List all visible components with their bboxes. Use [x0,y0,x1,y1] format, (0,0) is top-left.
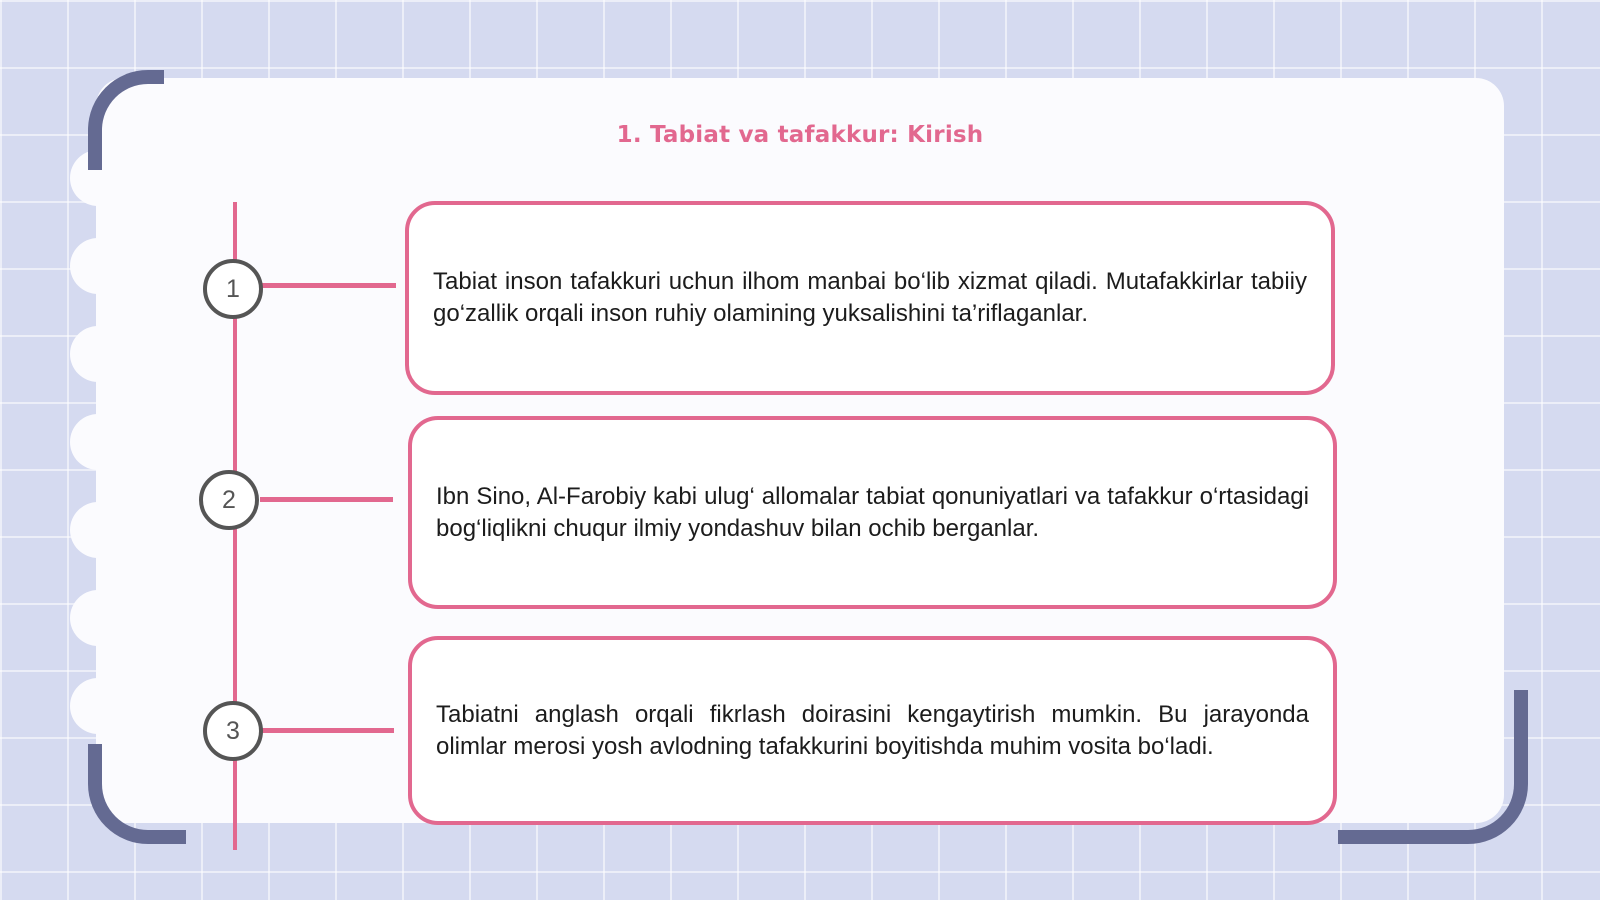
card-scallop [70,678,126,734]
card-scallop [70,326,126,382]
info-box-2 [408,416,1337,609]
info-box-3 [408,636,1337,825]
card-scallop [70,238,126,294]
timeline-connector-3 [262,728,394,733]
corner-bracket-top-left [88,70,164,170]
card-scallop [70,502,126,558]
step-circle-2: 2 [199,470,259,530]
card-scallop [70,590,126,646]
card-scallop [70,414,126,470]
info-box-1 [405,201,1335,395]
timeline-connector-2 [260,497,393,502]
timeline-connector-1 [262,283,396,288]
info-box-text: Tabiat inson tafakkuri uchun ilhom manbai bo‘lib xizmat qiladi. Mutafakkirlar tabiiy go‘zallik orqali inson ruhiy olamining yuksalishini ta’riflaganlar. [433,268,1307,327]
slide-title: 1. Tabiat va tafakkur: Kirish [616,122,984,148]
info-box-text: Tabiatni anglash orqali fikrlash doirasini kengaytirish mumkin. Bu jarayonda olimlar merosi yosh avlodning tafakkurini boyitishda muhim vosita bo‘ladi. [436,700,1309,760]
step-circle-3: 3 [203,701,263,761]
corner-bracket-bottom-right [1338,690,1528,844]
info-box-text: Ibn Sino, Al-Farobiy kabi ulug‘ allomalar tabiat qonuniyatlari va tafakkur o‘rtasidagi bog‘liqlikni chuqur ilmiy yondashuv bilan ochib berganlar. [436,482,1309,542]
step-circle-1: 1 [203,259,263,319]
corner-bracket-bottom-left [88,744,186,844]
